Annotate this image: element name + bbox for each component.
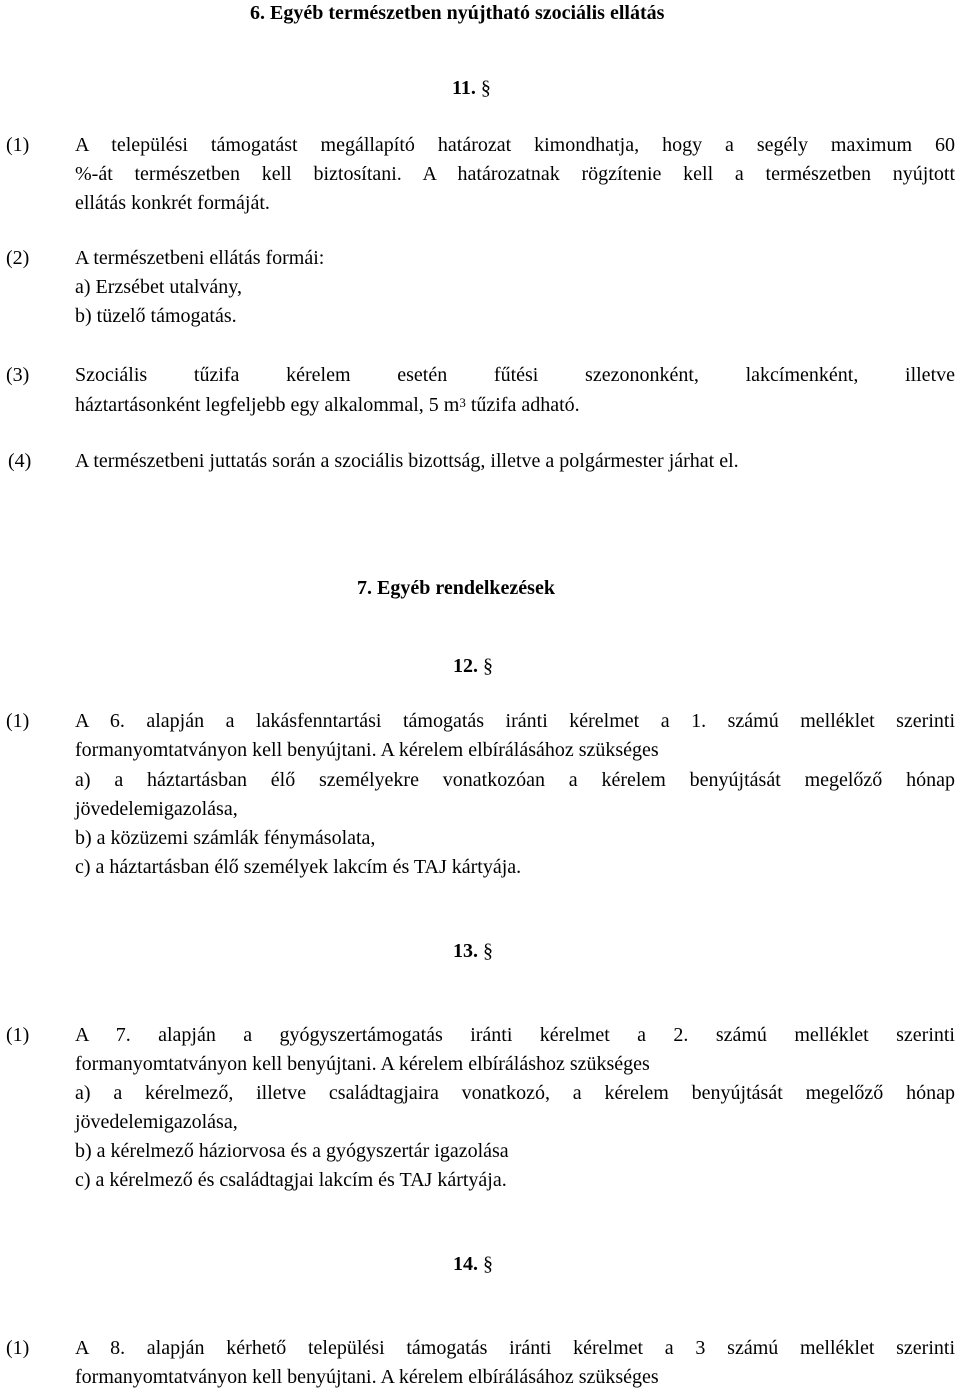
para-13-1-item-a-cont: jövedelemigazolása,	[75, 1111, 238, 1133]
paragraph-11-title	[452, 76, 491, 100]
para-11-1-line-3: ellátás konkrét formáját.	[75, 192, 270, 214]
para-11-4-line-1: A természetbeni juttatás során a szociális bizottság, illetve a polgármester járhat el.	[75, 450, 739, 472]
para-12-1-number: (1)	[6, 710, 30, 732]
para-14-1-line-1: A 8. alapján kérhető települési támogatás iránti kérelmet a 3 számú melléklet szerinti	[75, 1337, 955, 1359]
para-13-1-number: (1)	[6, 1024, 30, 1046]
para-12-1-item-b: b) a közüzemi számlák fénymásolata,	[75, 827, 376, 849]
paragraph-13-title	[453, 939, 493, 963]
section-sign-icon: §	[480, 77, 491, 99]
para-11-2-line-1: A természetbeni ellátás formái:	[75, 247, 325, 269]
para-14-1-number: (1)	[6, 1337, 30, 1359]
para-11-1-number: (1)	[6, 134, 30, 156]
para-14-1-line-2: formanyomtatványon kell benyújtani. A kérelem elbírálásához szükséges	[75, 1366, 659, 1388]
paragraph-12-number: 12.	[453, 655, 483, 677]
superscript-3: 3	[459, 395, 466, 410]
para-12-1-item-a: a) a háztartásban élő személyekre vonatkozóan a kérelem benyújtását megelőző hónap	[75, 769, 955, 791]
section-sign-icon: §	[483, 940, 493, 962]
para-11-1-line-1: A települési támogatást megállapító határozat kimondhatja, hogy a segély maximum 60	[75, 134, 955, 156]
paragraph-12-title	[453, 654, 493, 678]
para-13-1-item-a: a) a kérelmező, illetve családtagjaira vonatkozó, a kérelem benyújtását megelőző hónap	[75, 1082, 955, 1104]
para-11-3-line-2-end: tűzifa adható.	[465, 394, 580, 416]
para-12-1-item-c: c) a háztartásban élő személyek lakcím és TAJ kártyája.	[75, 856, 522, 878]
para-11-3-line-2	[75, 393, 580, 417]
section-6-heading: 6. Egyéb természetben nyújtható szociális ellátás	[250, 2, 665, 24]
paragraph-14-title	[453, 1252, 493, 1276]
para-12-1-item-a-cont: jövedelemigazolása,	[75, 798, 238, 820]
para-11-2-item-a: a) Erzsébet utalvány,	[75, 276, 242, 298]
para-11-3-number: (3)	[6, 364, 30, 386]
para-11-4-number: (4)	[8, 450, 32, 472]
paragraph-11-number: 11.	[452, 77, 481, 99]
section-sign-icon: §	[483, 1253, 493, 1275]
para-11-1-line-2: %-át természetben kell biztosítani. A határozatnak rögzítenie kell a természetben nyújtott	[75, 163, 955, 185]
para-12-1-line-1: A 6. alapján a lakásfenntartási támogatás iránti kérelmet a 1. számú melléklet szerinti	[75, 710, 955, 732]
section-7-heading: 7. Egyéb rendelkezések	[357, 577, 555, 599]
para-11-3-line-1: Szociális tűzifa kérelem esetén fűtési szezononként, lakcímenként, illetve	[75, 364, 955, 386]
para-11-2-number: (2)	[6, 247, 30, 269]
para-13-1-line-1: A 7. alapján a gyógyszertámogatás iránti kérelmet a 2. számú melléklet szerinti	[75, 1024, 955, 1046]
para-13-1-item-b: b) a kérelmező háziorvosa és a gyógyszertár igazolása	[75, 1140, 509, 1162]
paragraph-13-number: 13.	[453, 940, 483, 962]
para-13-1-line-2: formanyomtatványon kell benyújtani. A kérelem elbíráláshoz szükséges	[75, 1053, 650, 1075]
section-sign-icon: §	[483, 655, 493, 677]
para-13-1-item-c: c) a kérelmező és családtagjai lakcím és TAJ kártyája.	[75, 1169, 507, 1191]
para-11-2-item-b: b) tüzelő támogatás.	[75, 305, 237, 327]
para-11-3-line-2-text: háztartásonként legfeljebb egy alkalommal, 5 m	[75, 394, 460, 416]
paragraph-14-number: 14.	[453, 1253, 483, 1275]
para-12-1-line-2: formanyomtatványon kell benyújtani. A kérelem elbírálásához szükséges	[75, 739, 659, 761]
